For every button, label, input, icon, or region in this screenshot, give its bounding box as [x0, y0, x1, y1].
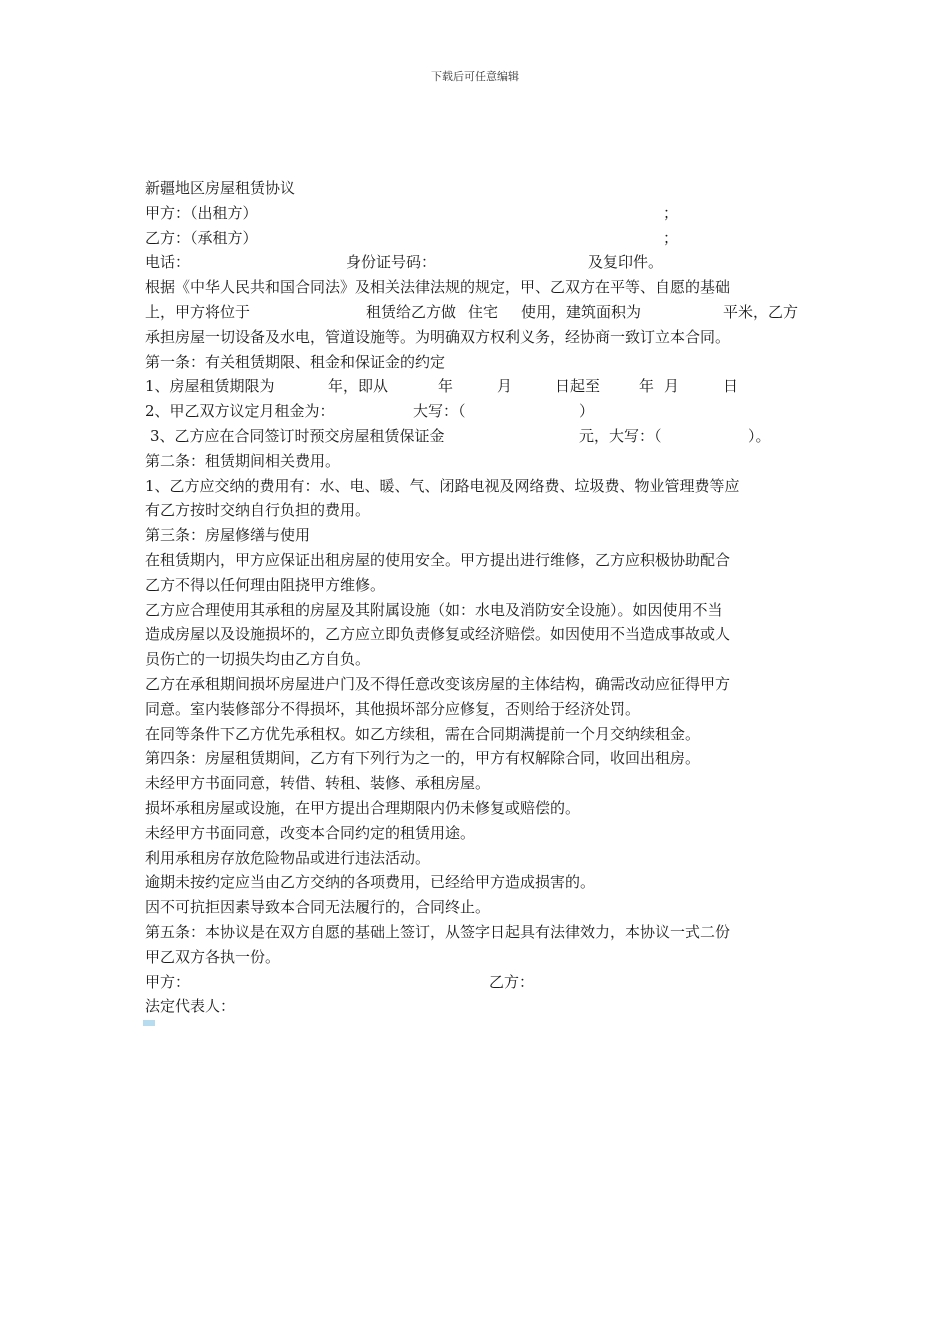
- intro-line-1: 根据《中华人民共和国合同法》及相关法律法规的规定，甲、乙双方在平等、自愿的基础: [145, 278, 731, 297]
- article-3-p2-line-3: 员伤亡的一切损失均由乙方自负。: [145, 650, 371, 669]
- lease-term-line: [145, 374, 810, 399]
- signature-party-b: 乙方：: [489, 972, 535, 991]
- article-3-p3-line-2: 同意。室内装修部分不得损坏，其他损坏部分应修复，否则给于经济处罚。: [145, 699, 641, 718]
- party-b-label: 乙方：（承租方）: [145, 228, 258, 247]
- article-3-p1-line-2: 乙方不得以任何理由阻挠甲方维修。: [145, 575, 386, 594]
- legal-representative: 法定代表人：: [145, 997, 236, 1016]
- article-3-p2-line-2: 造成房屋以及设施损坏的，乙方应立即负责修复或经济赔偿。如因使用不当造成事故或人: [145, 625, 731, 644]
- term-year: 年: [438, 377, 454, 396]
- article-4-item: 未经甲方书面同意，改变本合同约定的租赁用途。: [145, 823, 476, 842]
- rent-label: 2、甲乙双方议定月租金为：: [145, 402, 335, 421]
- page-header: 下载后可任意编辑: [431, 70, 519, 83]
- text-selection-marker: [143, 1020, 155, 1026]
- deposit-line: [145, 424, 810, 449]
- article-1-title: 第一条：有关租赁期限、租金和保证金的约定: [145, 352, 446, 371]
- term-end-month: 月: [664, 377, 680, 396]
- intro-usage: 住宅: [468, 302, 499, 321]
- article-4-item: 利用承租房存放危险物品或进行违法活动。: [145, 848, 431, 867]
- party-a-end: ；: [663, 203, 679, 222]
- article-4-item: 未经甲方书面同意，转借、转租、装修、承租房屋。: [145, 774, 491, 793]
- phone-label: 电话：: [145, 253, 191, 272]
- document-body: [145, 176, 810, 1019]
- deposit-close: ）。: [748, 426, 771, 445]
- term-to: 日起至: [555, 377, 601, 396]
- deposit-label: 3、乙方应在合同签订时预交房屋租赁保证金: [150, 426, 445, 445]
- article-4-title: 第四条：房屋租赁期间，乙方有下列行为之一的，甲方有权解除合同，收回出租房。: [145, 749, 701, 768]
- party-a-line: [145, 201, 810, 226]
- copy-label: 及复印件。: [588, 253, 664, 272]
- article-2-line-2: 有乙方按时交纳自行负担的费用。: [145, 501, 371, 520]
- article-4-item: 因不可抗拒因素导致本合同无法履行的，合同终止。: [145, 898, 491, 917]
- article-3-p1-line-1: 在租赁期内，甲方应保证出租房屋的使用安全。甲方提出进行维修，乙方应积极协助配合: [145, 550, 731, 569]
- intro-area-unit: 平米，乙方: [723, 302, 799, 321]
- article-2-title: 第二条：租赁期间相关费用。: [145, 451, 341, 470]
- party-b-end: ；: [663, 228, 679, 247]
- article-5-line-2: 甲乙双方各执一份。: [145, 947, 281, 966]
- deposit-uppercase-label: 元，大写：（: [579, 426, 662, 445]
- article-2-line-1: 1、乙方应交纳的费用有：水、电、暖、气、闭路电视及网络费、垃圾费、物业管理费等应: [145, 476, 740, 495]
- intro-lease-label: 租赁给乙方做: [366, 302, 457, 321]
- signature-party-a: 甲方：: [145, 972, 191, 991]
- term-month: 月: [497, 377, 513, 396]
- term-from: 年，即从: [328, 377, 389, 396]
- rent-line: [145, 399, 810, 424]
- intro-line-3: 承担房屋一切设备及水电，管道设施等。为明确双方权利义务，经协商一致订立本合同。: [145, 327, 731, 346]
- article-3-p3-line-1: 乙方在承租期间损坏房屋进户门及不得任意改变该房屋的主体结构，确需改动应征得甲方: [145, 674, 731, 693]
- id-number-label: 身份证号码：: [346, 253, 437, 272]
- article-5-line-1: 第五条：本协议是在双方自愿的基础上签订，从签字日起具有法律效力，本协议一式二份: [145, 922, 731, 941]
- intro-location-label: 上，甲方将位于: [145, 302, 251, 321]
- article-3-title: 第三条：房屋修缮与使用: [145, 526, 311, 545]
- party-b-line: [145, 226, 810, 251]
- rent-close: ）: [579, 402, 595, 421]
- rent-uppercase-label: 大写：（: [413, 402, 466, 421]
- term-end-day: 日: [723, 377, 739, 396]
- article-4-item: 逾期未按约定应当由乙方交纳的各项费用，已经给甲方造成损害的。: [145, 873, 596, 892]
- article-4-item: 损坏承租房屋或设施，在甲方提出合理期限内仍未修复或赔偿的。: [145, 798, 581, 817]
- intro-line-2: [145, 300, 810, 325]
- term-label: 1、房屋租赁期限为: [145, 377, 275, 396]
- term-end-year: 年: [639, 377, 655, 396]
- party-a-label: 甲方：（出租方）: [145, 203, 258, 222]
- article-3-p2-line-1: 乙方应合理使用其承租的房屋及其附属设施（如：水电及消防安全设施）。如因使用不当: [145, 600, 723, 619]
- article-3-p4: 在同等条件下乙方优先承租权。如乙方续租，需在合同期满提前一个月交纳续租金。: [145, 724, 701, 743]
- signature-line: [145, 970, 810, 995]
- document-title: 新疆地区房屋租赁协议: [145, 179, 296, 197]
- phone-line: [145, 250, 810, 275]
- intro-area-label: 使用，建筑面积为: [521, 302, 642, 321]
